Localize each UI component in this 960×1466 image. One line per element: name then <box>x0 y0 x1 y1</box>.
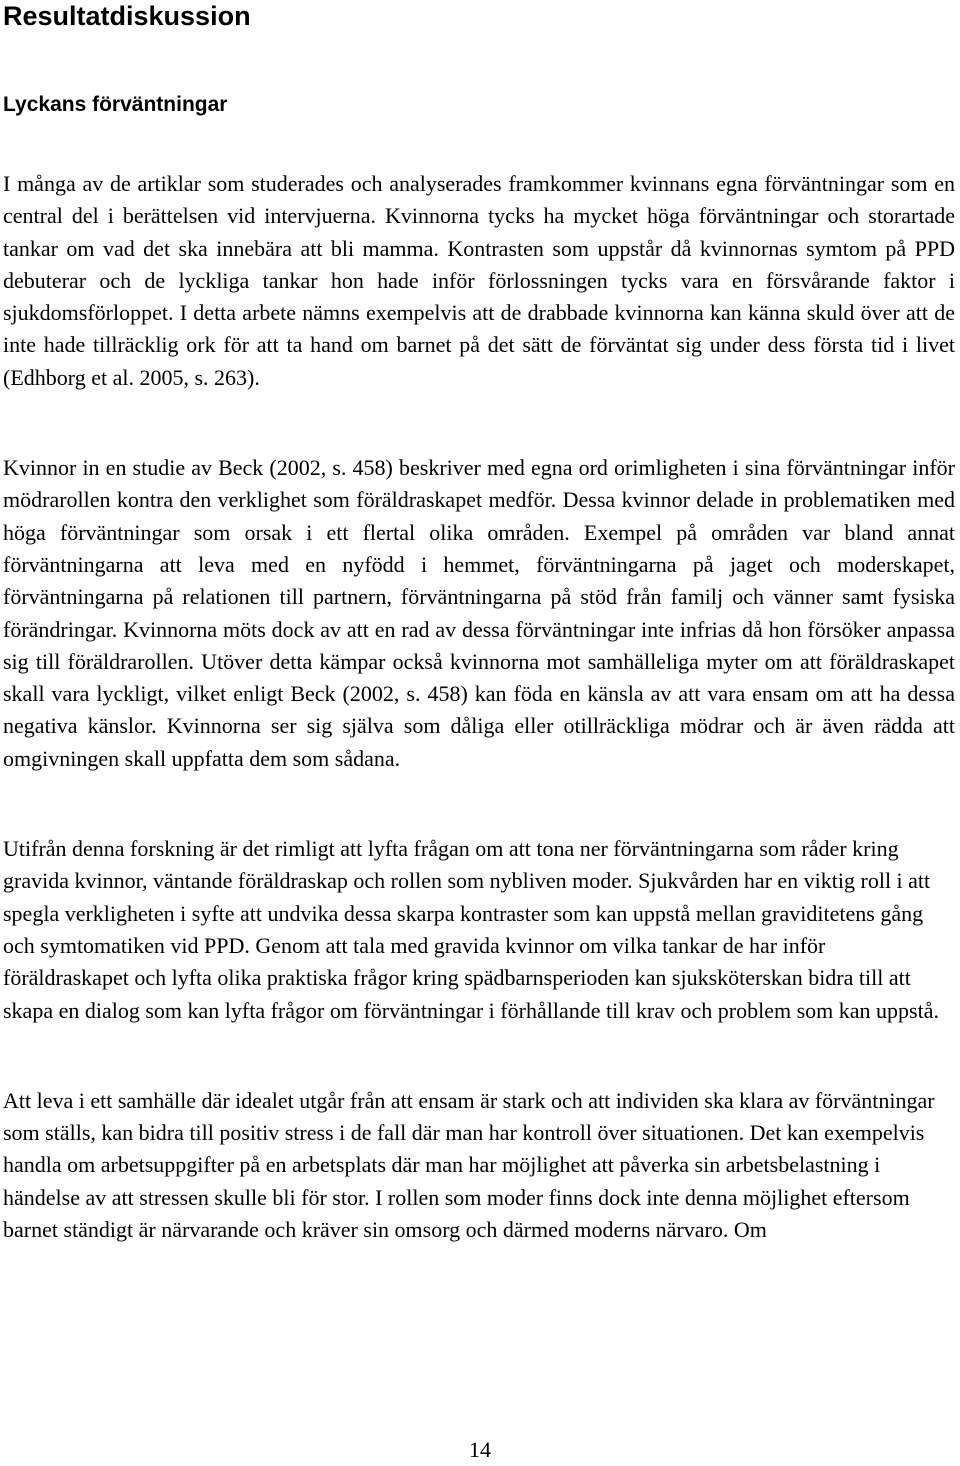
section-heading: Lyckans förväntningar <box>3 93 228 116</box>
body-text <box>3 168 955 1246</box>
paragraph-1: I många av de artiklar som studerades och analyserades framkommer kvinnans egna förväntningar som en central del i berättelsen vid intervjuerna. Kvinnorna tycks ha mycket höga förväntningar och storartade tankar om vad det ska innebära att bli mamma. Kontrasten som uppstår då kvinnornas symtom på PPD debuterar och de lyckliga tankar hon hade inför förlossningen tycks vara en försvårande faktor i sjukdomsförloppet. I detta arbete nämns exempelvis att de drabbade kvinnorna kan känna skuld över att de inte hade tillräcklig ork för att ta hand om barnet på det sätt de förväntat sig under dess första tid i livet (Edhborg et al. 2005, s. 263). <box>3 171 955 390</box>
paragraph-2: Kvinnor in en studie av Beck (2002, s. 458) beskriver med egna ord orimligheten i sina förväntningar inför mödrarollen kontra den verklighet som föräldraskapet medför. Dessa kvinnor delade in problematiken med höga förväntningar som orsak i ett flertal olika områden. Exempel på områden var bland annat förväntningarna att leva med en nyfödd i hemmet, förväntningarna på jaget och moderskapet, förväntningarna på relationen till partnern, förväntningarna på stöd från familj och vänner samt fysiska förändringar. Kvinnorna möts dock av att en rad av dessa förväntningar inte infrias då hon försöker anpassa sig till föräldrarollen. Utöver detta kämpar också kvinnorna mot samhälleliga myter om att föräldraskapet skall vara lyckligt, vilket enligt Beck (2002, s. 458) kan föda en känsla av att vara ensam om att ha dessa negativa känslor. Kvinnorna ser sig själva som dåliga eller otillräckliga mödrar och är även rädda att omgivningen skall uppfatta dem som sådana. <box>3 455 955 771</box>
page-title: Resultatdiskussion <box>3 1 251 31</box>
paragraph-3: Utifrån denna forskning är det rimligt att lyfta frågan om att tona ner förväntningarna som råder kring gravida kvinnor, väntande föräldraskap och rollen som nybliven moder. Sjukvården har en viktig roll i att spegla verkligheten i syfte att undvika dessa skarpa kontraster som kan uppstå mellan graviditetens gång och symtomatiken vid PPD. Genom att tala med gravida kvinnor om vilka tankar de har inför föräldraskapet och lyfta olika praktiska frågor kring spädbarnsperioden kan sjuksköterskan bidra till att skapa en dialog som kan lyfta frågor om förväntningar i förhållande till krav och problem som kan uppstå. <box>3 836 939 1023</box>
paragraph-gap <box>3 775 955 833</box>
paragraph-gap <box>3 394 955 452</box>
page-number: 14 <box>469 1437 491 1462</box>
paragraph-4: Att leva i ett samhälle där idealet utgår från att ensam är stark och att individen ska klara av förväntningar som ställs, kan bidra till positiv stress i de fall där man har kontroll över situationen. Det kan exempelvis handla om arbetsuppgifter på en arbetsplats där man har möjlighet att påverka sin arbetsbelastning i händelse av att stressen skulle bli för stor. I rollen som moder finns dock inte denna möjlighet eftersom barnet ständigt är närvarande och kräver sin omsorg och därmed moderns närvaro. Om <box>3 1087 935 1243</box>
paragraph-gap <box>3 1027 955 1085</box>
